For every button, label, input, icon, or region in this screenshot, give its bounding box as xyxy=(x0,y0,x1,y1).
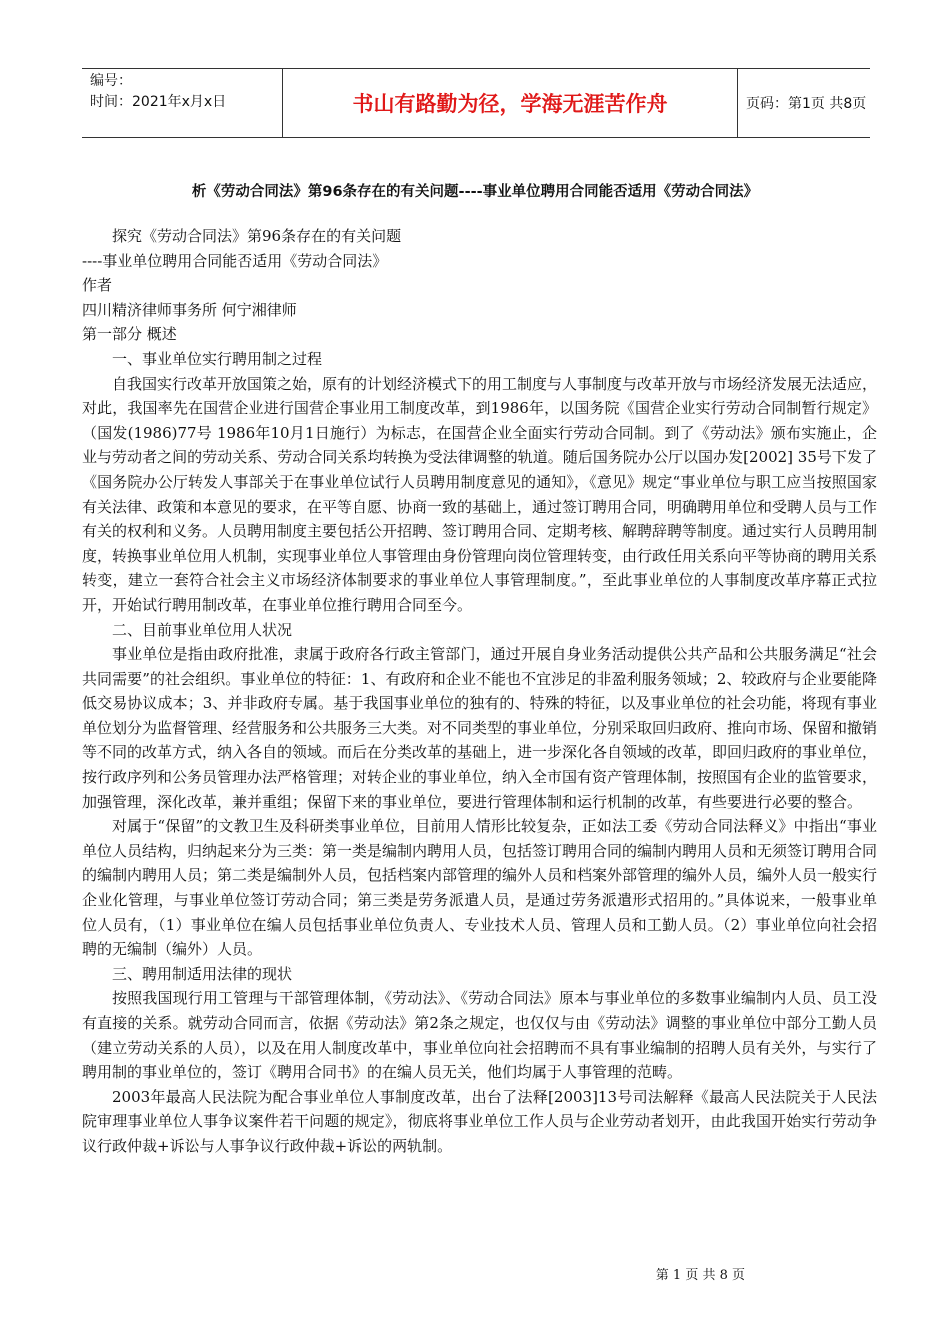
paragraph: 2003年最高人民法院为配合事业单位人事制度改革，出台了法释[2003]13号司法解释《最高人民法院关于人民法院审理事业单位人事争议案件若干问题的规定》，彻底将事业单位工作人员与企业劳动者划开，由此我国开始实行劳动争议行政仲裁+诉讼与人事争议行政仲裁+诉讼的两轨制。 xyxy=(82,1087,877,1155)
serial-number-label: 编号： xyxy=(90,73,132,89)
page-footer: 第 1 页 共 8 页 xyxy=(655,1268,745,1283)
section-heading-2: 二、目前事业单位用人状况 xyxy=(112,620,293,639)
document-body xyxy=(82,224,877,1159)
author-name: 四川精济律师事务所 何宁湘律师 xyxy=(82,300,297,319)
part-heading: 第一部分 概述 xyxy=(82,325,177,344)
subtitle-line-2: ----事业单位聘用合同能否适用《劳动合同法》 xyxy=(82,251,388,270)
paragraph: 对属于“保留”的文教卫生及科研类事业单位，目前用人情形比较复杂，正如法工委《劳动合同法释义》中指出“事业单位人员结构，归纳起来分为三类：第一类是编制内聘用人员，包括签订聘用合同的编制内聘用人员和无须签订聘用合同的编制内聘用人员；第二类是编制外人员，包括档案内部管理的编外人员和档案外部管理的编外人员，编外人员一般实行企业化管理，与事业单位签订劳动合同；第三类是劳务派遣人员，是通过劳务派遣形式招用的。”具体说来，一般事业单位人员有，（1）事业单位在编人员包括事业单位负责人、专业技术人员、管理人员和工勤人员。（2）事业单位向社会招聘的无编制（编外）人员。 xyxy=(82,817,878,959)
paragraph: 事业单位是指由政府批准，隶属于政府各行政主管部门，通过开展自身业务活动提供公共产品和公共服务满足“社会共同需要”的社会组织。事业单位的特征：1、有政府和企业不能也不宜涉足的非盈利服务领域；2、较政府与企业要能降低交易协议成本；3、并非政府专属。基于我国事业单位的独有的、特殊的特征，以及事业单位的社会功能，将现有事业单位划分为监督管理、经营服务和公共服务三大类。对不同类型的事业单位，分别采取回归政府、推向市场、保留和撤销等不同的改革方式，纳入各自的领域。而后在分类改革的基础上，进一步深化各自领域的改革，即回归政府的事业单位，按行政序列和公务员管理办法严格管理；对转企业的事业单位，纳入全市国有资产管理体制，按照国有企业的监管要求，加强管理，深化改革，兼并重组；保留下来的事业单位，要进行管理体制和运行机制的改革，有些要进行必要的整合。 xyxy=(82,645,878,811)
header-meta xyxy=(82,71,282,135)
author-label: 作者 xyxy=(82,276,113,295)
section-heading-3: 三、聘用制适用法律的现状 xyxy=(112,964,293,983)
paragraph: 自我国实行改革开放国策之始，原有的计划经济模式下的用工制度与人事制度与改革开放与市场经济发展无法适应，对此，我国率先在国营企业进行国营企事业用工制度改革，到1986年，以国务院《国营企业实行劳动合同制暂行规定》（国发(1986)77号 1986年10月1日施行）为标志，在国营企业全面实行劳动合同制。到了《劳动法》颁布实施止，企业与劳动者之间的劳动关系、劳动合同关系均转换为受法律调整的轨道。随后国务院办公厅以国办发[2002] 35号下发了《国务院办公厅转发人事部关于在事业单位试行人员聘用制度意见的通知》，《意见》规定“事业单位与职工应当按照国家有关法律、政策和本意见的要求，在平等自愿、协商一致的基础上，通过签订聘用合同，明确聘用单位和受聘人员与工作有关的权利和义务。人员聘用制度主要包括公开招聘、签订聘用合同、定期考核、解聘辞聘等制度。通过实行人员聘用制度，转换事业单位用人机制，实现事业单位人事管理由身份管理向岗位管理转变，由行政任用关系向平等协商的聘用关系转变，建立一套符合社会主义市场经济体制要求的事业单位人事管理制度。”，至此事业单位的人事制度改革序幕正式拉开，开始试行聘用制改革，在事业单位推行聘用合同至今。 xyxy=(82,374,878,614)
header-table xyxy=(82,68,870,138)
date-label: 时间：2021年x月x日 xyxy=(90,94,227,110)
document-title: 析《劳动合同法》第96条存在的有关问题----事业单位聘用合同能否适用《劳动合同法》 xyxy=(191,184,759,200)
paragraph: 按照我国现行用工管理与干部管理体制，《劳动法》、《劳动合同法》原本与事业单位的多数事业编制内人员、员工没有直接的关系。就劳动合同而言，依据《劳动法》第2条之规定，也仅仅与由《劳动法》调整的事业单位中部分工勤人员（建立劳动关系的人员），以及在用人制度改革中，事业单位向社会招聘而不具有事业编制的招聘人员有关外，与实行了聘用制的事业单位的，签订《聘用合同书》的在编人员无关，他们均属于人事管理的范畴。 xyxy=(82,989,877,1082)
header-motto: 书山有路勤为径，学海无涯苦作舟 xyxy=(282,69,738,137)
subtitle-line-1: 探究《劳动合同法》第96条存在的有关问题 xyxy=(112,227,402,245)
section-heading-1: 一、事业单位实行聘用制之过程 xyxy=(112,349,323,368)
header-page-info: 页码：第1页 共8页 xyxy=(746,96,867,112)
